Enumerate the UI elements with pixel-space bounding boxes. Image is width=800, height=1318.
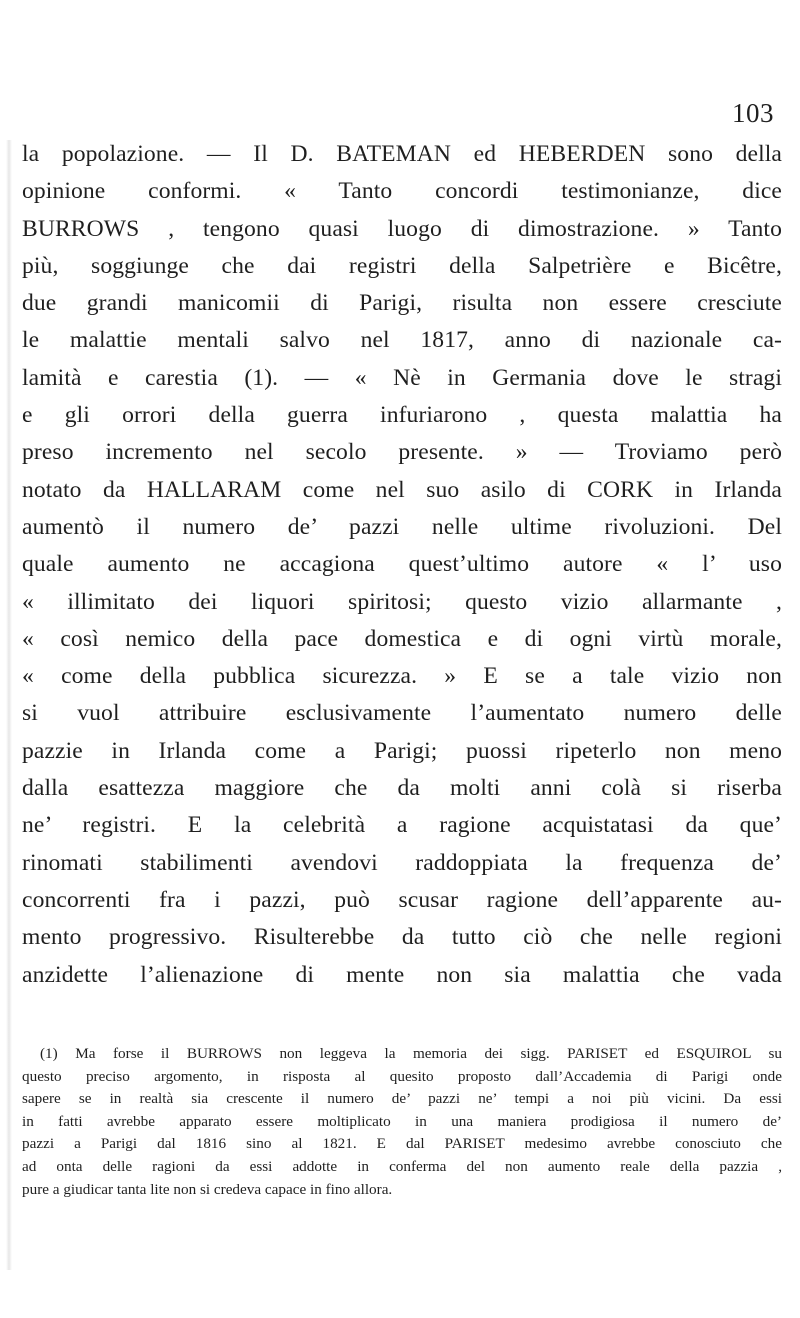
text-line: la popolazione. — Il D. BATEMAN ed HEBERDEN sono della [22,141,782,167]
text-line: rinomati stabilimenti avendovi raddoppiata la frequenza de’ [22,849,782,876]
text-line: quale aumento ne accagiona quest’ultimo autore « l’ uso [22,551,782,578]
footnote-line: ad onta delle ragioni da essi addotte in conferma del non aumento reale della pazzia , [22,1157,782,1175]
footnote-line: questo preciso argomento, in risposta al quesito proposto dall’Accademia di Parigi onde [22,1067,782,1085]
footnote-line: sapere se in realtà sia crescente il numero de’ pazzi ne’ tempi a noi più vicini. Da essi [22,1090,782,1108]
text-line: e gli orrori della guerra infuriarono , questa malattia ha [22,402,782,429]
footnote-block [22,1043,782,1201]
text-line: « così nemico della pace domestica e di ogni virtù morale, [22,625,782,652]
main-text [22,136,782,994]
text-line: opinione conformi. « Tanto concordi testimonianze, dice [22,178,782,205]
page-number: 103 [732,98,774,128]
text-line: ne’ registri. E la celebrità a ragione acquistatasi da que’ [22,812,782,839]
text-line: notato da HALLARAM come nel suo asilo di CORK in Irlanda [22,476,782,503]
text-line: aumentò il numero de’ pazzi nelle ultime rivoluzioni. Del [22,513,782,540]
text-line: più, soggiunge che dai registri della Salpetrière e Bicêtre, [22,252,782,279]
text-line: mento progressivo. Risulterebbe da tutto ciò che nelle regioni [22,924,782,951]
text-line: « illimitato dei liquori spiritosi; questo vizio allarmante , [22,588,782,615]
text-line: pazzie in Irlanda come a Parigi; puossi ripeterlo non meno [22,737,782,764]
text-line: due grandi manicomii di Parigi, risulta non essere cresciute [22,290,782,317]
page-edge-shadow [6,140,12,1270]
text-line: le malattie mentali salvo nel 1817, anno di nazionale ca- [22,327,782,354]
footnote-line: in fatti avrebbe apparato essere moltiplicato in una maniera prodigiosa il numero de’ [22,1112,782,1130]
footnote-line: pure a giudicar tanta lite non si credeva capace in fino allora. [22,1180,393,1198]
text-line: lamità e carestia (1). — « Nè in Germania dove le stragi [22,364,782,391]
text-line: « come della pubblica sicurezza. » E se a tale vizio non [22,663,782,690]
text-line: preso incremento nel secolo presente. » — Troviamo però [22,439,782,466]
text-line: BURROWS , tengono quasi luogo di dimostrazione. » Tanto [22,215,782,242]
text-line: si vuol attribuire esclusivamente l’aumentato numero delle [22,700,782,727]
text-line: anzidette l’alienazione di mente non sia malattia che vada [22,961,782,988]
footnote-line: pazzi a Parigi dal 1816 sino al 1821. E dal PARISET medesimo avrebbe conosciuto che [22,1135,782,1153]
text-line: dalla esattezza maggiore che da molti anni colà si riserba [22,775,782,802]
footnote-line: (1) Ma forse il BURROWS non leggeva la memoria dei sigg. PARISET ed ESQUIROL su [40,1045,782,1062]
text-line: concorrenti fra i pazzi, può scusar ragione dell’apparente au- [22,886,782,913]
